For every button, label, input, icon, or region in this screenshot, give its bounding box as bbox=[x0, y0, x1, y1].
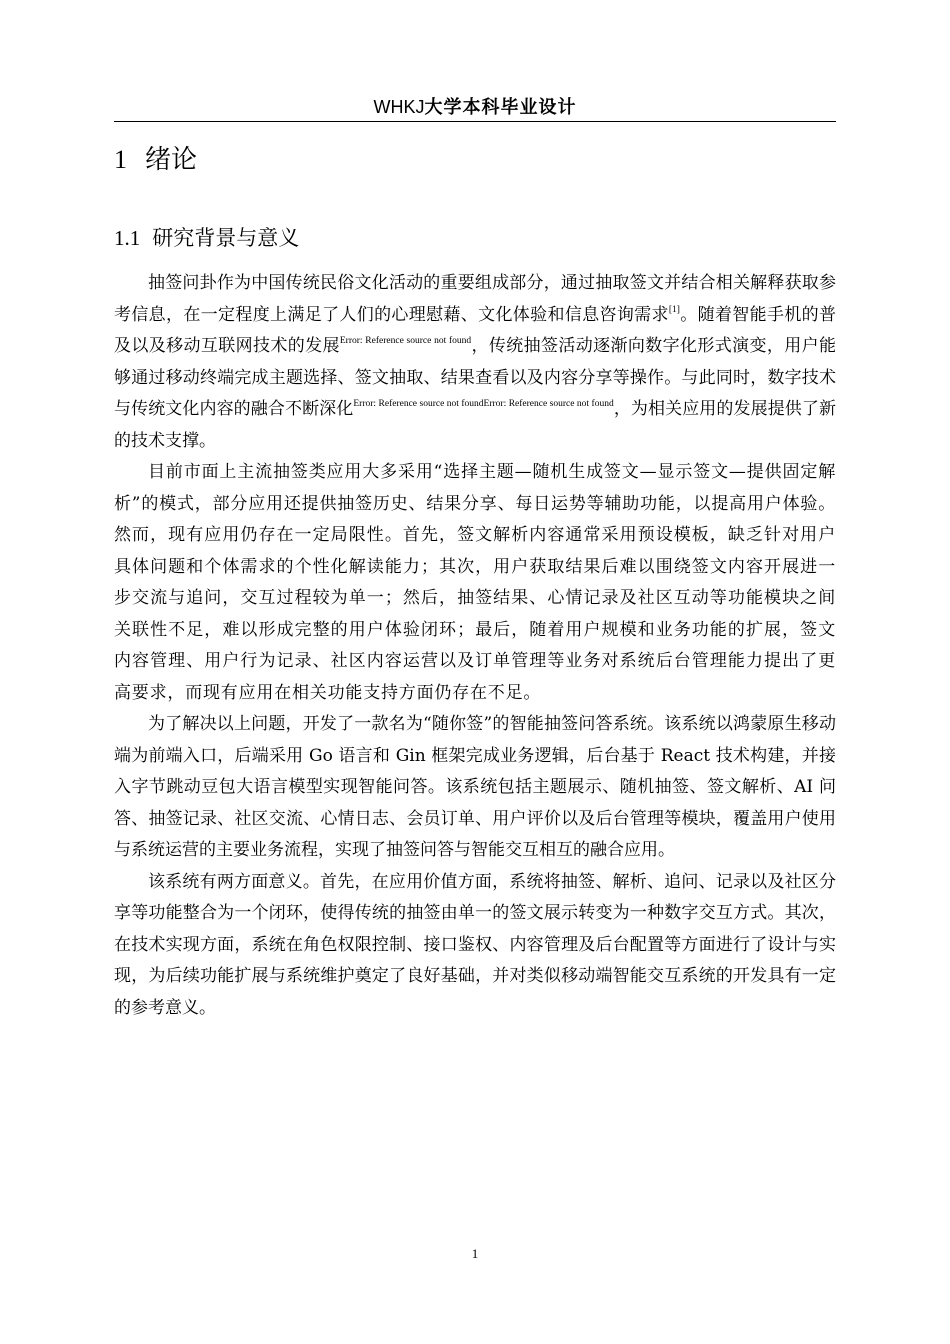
section-title: 研究背景与意义 bbox=[152, 226, 300, 250]
citation-error-1: Error: Reference source not found bbox=[339, 336, 472, 346]
page-number: 1 bbox=[471, 1246, 479, 1261]
citation-1: [1] bbox=[668, 304, 680, 315]
section-heading bbox=[114, 222, 299, 254]
running-header bbox=[114, 93, 836, 121]
paragraph-2: 目前市面上主流抽签类应用大多采用“选择主题—随机生成签文—显示签文—提供固定解析”的模式，部分应用还提供抽签历史、结果分享、每日运势等辅助功能，以提高用户体验。然而，现有应用仍存在一定局限性。首先，签文解析内容通常采用预设模板，缺乏针对用户具体问题和个体需求的个性化解读能力；其次，用户获取结果后难以围绕签文内容开展进一步交流与追问，交互过程较为单一；然后，抽签结果、心情记录及社区互动等功能模块之间关联性不足，难以形成完整的用户体验闭环；最后，随着用户规模和业务功能的扩展，签文内容管理、用户行为记录、社区内容运营以及订单管理等业务对系统后台管理能力提出了更高要求，而现有应用在相关功能支持方面仍存在不足。 bbox=[114, 462, 836, 703]
body-text bbox=[114, 268, 836, 1024]
paragraph-1-text-a: 抽签问卦作为中国传统民俗文化活动的重要组成部分，通过抽取签文并结合相关解释获取参考信息，在一定程度上满足了人们的心理慰藉、文化体验和信息咨询需求 bbox=[114, 273, 836, 325]
paragraph-1 bbox=[114, 268, 836, 457]
chapter-title: 绪论 bbox=[145, 145, 198, 175]
chapter-number: 1 bbox=[114, 145, 127, 174]
paragraph-1-text-b: 。随着智能手机的普及以及移动互联网技术的发展 bbox=[114, 304, 837, 356]
paragraph-3: 为了解决以上问题，开发了一款名为“随你签”的智能抽签问答系统。该系统以鸿蒙原生移动端为前端入口，后端采用 Go 语言和 Gin 框架完成业务逻辑，后台基于 React 技术构建，并接入字节跳动豆包大语言模型实现智能问答。该系统包括主题展示、随机抽签、签文解析、AI 问答、抽签记录、社区交流、心情日志、会员订单、用户评价以及后台管理等模块，覆盖用户使用与系统运营的主要业务流程，实现了抽签问答与智能交互相互的融合应用。 bbox=[114, 714, 836, 860]
citation-error-2: Error: Reference source not foundError: Reference source not found bbox=[353, 399, 614, 409]
section-number: 1.1 bbox=[114, 226, 141, 250]
paragraph-1-text-c: ，传统抽签活动逐渐向数字化形式演变，用户能够通过移动终端完成主题选择、签文抽取、结果查看以及内容分享等操作。与此同时，数字技术与传统文化内容的融合不断深化 bbox=[114, 336, 837, 419]
paragraph-1-text-d: ，为相关应用的发展提供了新的技术支撑。 bbox=[114, 399, 836, 451]
header-institution: WHKJ bbox=[373, 97, 425, 117]
paragraph-4: 该系统有两方面意义。首先，在应用价值方面，系统将抽签、解析、追问、记录以及社区分享等功能整合为一个闭环，使得传统的抽签由单一的签文展示转变为一种数字交互方式。其次，在技术实现方面，系统在角色权限控制、接口鉴权、内容管理及后台配置等方面进行了设计与实现，为后续功能扩展与系统维护奠定了良好基础，并对类似移动端智能交互系统的开发具有一定的参考意义。 bbox=[114, 871, 836, 1018]
header-rule bbox=[114, 121, 836, 122]
header-title: 大学本科毕业设计 bbox=[424, 97, 577, 118]
chapter-heading bbox=[114, 140, 197, 180]
